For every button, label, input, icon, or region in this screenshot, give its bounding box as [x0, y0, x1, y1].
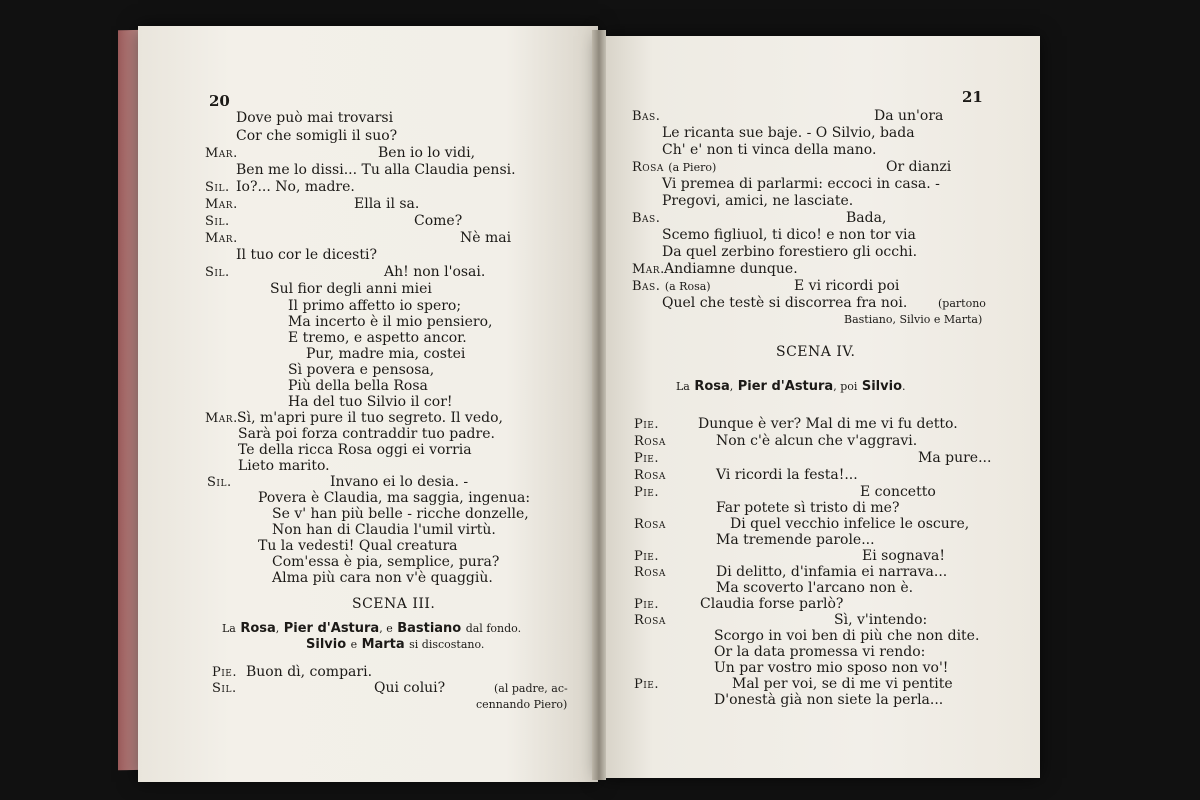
verse-line: Lieto marito.: [238, 458, 330, 474]
verse-line: Povera è Claudia, ma saggia, ingenua:: [258, 490, 531, 506]
verse-line: Or dianzi: [886, 159, 952, 175]
verse-line: Buon dì, compari.: [246, 664, 373, 680]
verse-line: E concetto: [860, 484, 936, 500]
page-number: 21: [962, 88, 983, 106]
verse-line: Ma incerto è il mio pensiero,: [288, 314, 493, 330]
verse-line: Ben io lo vidi,: [378, 145, 476, 161]
stage-direction: Bastiano, Silvio e Marta): [844, 313, 983, 326]
speaker-label: Sil.: [205, 265, 230, 280]
verse-line: Come?: [414, 213, 463, 229]
speaker-label: Rosa: [634, 468, 666, 483]
speaker-label: Mar.: [205, 231, 238, 246]
book-gutter: [592, 30, 606, 780]
verse-line: Non c'è alcun che v'aggravi.: [716, 433, 918, 449]
speaker-label: Bas. (a Rosa): [632, 279, 711, 294]
verse-line: Il tuo cor le dicesti?: [236, 247, 377, 263]
verse-line: Vi premea di parlarmi: eccoci in casa. -: [662, 176, 940, 192]
verse-line: Ch' e' non ti vinca della mano.: [662, 142, 877, 158]
verse-line: Di delitto, d'infamia ei narrava...: [716, 564, 948, 580]
speaker-label: Mar.: [205, 411, 238, 426]
verse-line: Com'essa è pia, semplice, pura?: [272, 554, 500, 570]
speaker-label: Bas.: [632, 109, 661, 124]
verse-line: Da quel zerbino forestiero gli occhi.: [662, 244, 918, 260]
speaker-label: Rosa: [634, 613, 666, 628]
verse-line: Ma pure...: [918, 450, 992, 466]
verse-line: Dove può mai trovarsi: [236, 110, 394, 126]
speaker-label: Pie.: [212, 665, 238, 680]
verse-line: Più della bella Rosa: [288, 378, 428, 394]
verse-line: Scorgo in voi ben di più che non dite.: [714, 628, 980, 644]
speaker-label: Pie.: [634, 485, 660, 500]
verse-line: Ella il sa.: [354, 196, 420, 212]
verse-line: Claudia forse parlò?: [700, 596, 844, 612]
verse-line: Pregovi, amici, ne lasciate.: [662, 193, 854, 209]
speaker-label: Mar.: [205, 197, 238, 212]
speaker-label: Pie.: [634, 597, 660, 612]
verse-line: Sì povera e pensosa,: [288, 362, 435, 378]
verse-line: Andiamne dunque.: [664, 261, 798, 277]
verse-line: Tu la vedesti! Qual creatura: [258, 538, 458, 554]
stage-direction: (al padre, ac-: [494, 682, 568, 695]
page-number: 20: [209, 92, 230, 110]
scene-description: Silvio e Marta si discostano.: [306, 637, 485, 652]
verse-line: Il primo affetto io spero;: [288, 298, 462, 314]
verse-line: Un par vostro mio sposo non vo'!: [714, 660, 949, 676]
verse-line: Cor che somigli il suo?: [236, 128, 398, 144]
verse-line: Io?... No, madre.: [236, 179, 355, 195]
verse-line: Ei sognava!: [862, 548, 945, 564]
verse-line: Ma tremende parole...: [716, 532, 875, 548]
verse-line: Sul fior degli anni miei: [270, 281, 432, 297]
verse-line: Vi ricordi la festa!...: [716, 467, 858, 483]
speaker-label: Mar.: [632, 262, 665, 277]
speaker-label: Pie.: [634, 549, 660, 564]
scene-description: La Rosa, Pier d'Astura, e Bastiano dal fondo.: [222, 621, 522, 636]
verse-line: Far potete sì tristo di me?: [716, 500, 900, 516]
verse-line: Qui colui?: [374, 680, 446, 696]
speaker-label: Pie.: [634, 677, 660, 692]
verse-line: Di quel vecchio infelice le oscure,: [730, 516, 970, 532]
verse-line: Se v' han più belle - ricche donzelle,: [272, 506, 529, 522]
stage-direction: (partono: [938, 297, 986, 310]
scene-description: La Rosa, Pier d'Astura, poi Silvio.: [676, 379, 906, 394]
verse-line: Mal per voi, se di me vi pentite: [732, 676, 953, 692]
verse-line: Sarà poi forza contraddir tuo padre.: [238, 426, 495, 442]
verse-line: Nè mai: [460, 230, 512, 246]
verse-line: Te della ricca Rosa oggi ei vorria: [238, 442, 472, 458]
verse-line: Sì, m'apri pure il tuo segreto. Il vedo,: [237, 410, 503, 426]
verse-line: Da un'ora: [874, 108, 944, 124]
verse-line: E tremo, e aspetto ancor.: [288, 330, 467, 346]
verse-line: Ben me lo dissi... Tu alla Claudia pensi.: [236, 162, 516, 178]
speaker-label: Rosa: [634, 517, 666, 532]
verse-line: Invano ei lo desia. -: [330, 474, 469, 490]
speaker-label: Pie.: [634, 417, 660, 432]
speaker-label: Sil.: [205, 180, 230, 195]
speaker-label: Sil.: [205, 214, 230, 229]
speaker-label: Bas.: [632, 211, 661, 226]
scene-heading: SCENA IV.: [776, 344, 856, 360]
speaker-label: Sil.: [212, 681, 237, 696]
verse-line: Or la data promessa vi rendo:: [714, 644, 926, 660]
verse-line: Ma scoverto l'arcano non è.: [716, 580, 914, 596]
speaker-label: Rosa: [634, 565, 666, 580]
verse-line: Ha del tuo Silvio il cor!: [288, 394, 453, 410]
verse-line: D'onestà già non siete la perla...: [714, 692, 944, 708]
verse-line: Bada,: [846, 210, 887, 226]
verse-line: Dunque è ver? Mal di me vi fu detto.: [698, 416, 958, 432]
verse-line: Sì, v'intendo:: [834, 612, 928, 628]
speaker-label: Pie.: [634, 451, 660, 466]
verse-line: Scemo figliuol, ti dico! e non tor via: [662, 227, 916, 243]
verse-line: Quel che testè si discorrea fra noi.: [662, 295, 908, 311]
speaker-label: Sil.: [207, 475, 232, 490]
scene-heading: SCENA III.: [352, 596, 436, 612]
stage-direction: cennando Piero): [476, 698, 568, 711]
speaker-label: Mar.: [205, 146, 238, 161]
verse-line: Le ricanta sue baje. - O Silvio, bada: [662, 125, 915, 141]
speaker-label: Rosa: [634, 434, 666, 449]
verse-line: Ah! non l'osai.: [384, 264, 486, 280]
speaker-label: Rosa (a Piero): [632, 160, 717, 175]
verse-line: Alma più cara non v'è quaggiù.: [272, 570, 493, 586]
verse-line: E vi ricordi poi: [794, 278, 900, 294]
verse-line: Pur, madre mia, costei: [306, 346, 466, 362]
verse-line: Non han di Claudia l'umil virtù.: [272, 522, 496, 538]
